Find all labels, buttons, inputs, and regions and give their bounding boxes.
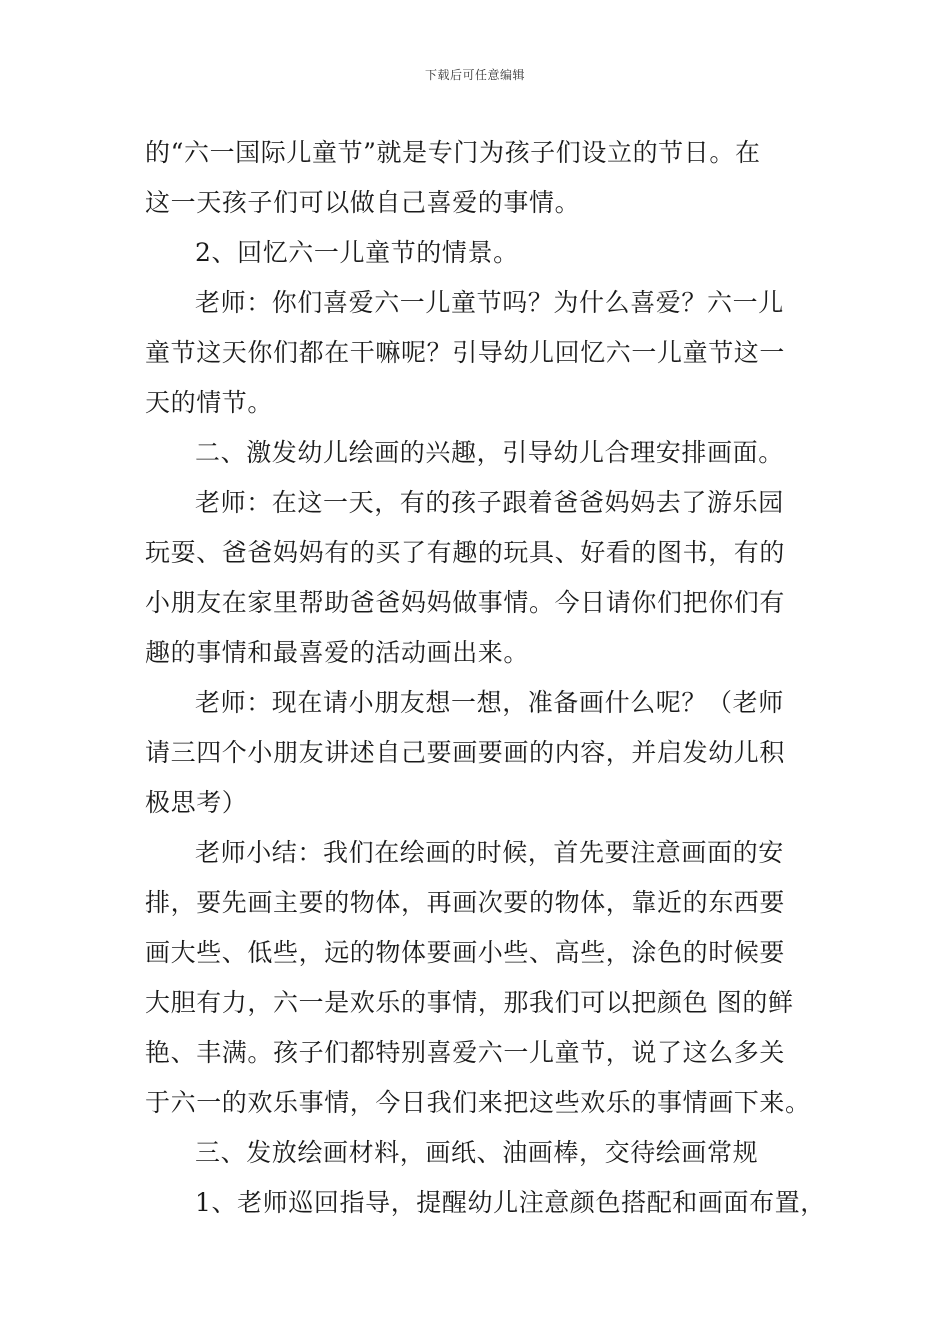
text-line: 这一天孩子们可以做自己喜爱的事情。	[145, 188, 581, 217]
text-line: 老师：你们喜爱六一儿童节吗？为什么喜爱？六一儿	[195, 288, 784, 317]
text-line: 老师小结：我们在绘画的时候，首先要注意画面的安	[195, 838, 784, 867]
section-heading: 三、发放绘画材料，画纸、油画棒，交待绘画常规	[195, 1138, 759, 1167]
text-line: 画大些、低些，远的物体要画小些、高些，涂色的时候要	[145, 938, 786, 967]
text-line: 2、回忆六一儿童节的情景。	[195, 238, 519, 267]
text-line: 童节这天你们都在干嘛呢？引导幼儿回忆六一儿童节这一	[145, 338, 786, 367]
text-line: 1、老师巡回指导，提醒幼儿注意颜色搭配和画面布置，	[195, 1188, 826, 1217]
text-line: 老师：在这一天，有的孩子跟着爸爸妈妈去了游乐园	[195, 488, 784, 517]
text-line: 玩耍、爸爸妈妈有的买了有趣的玩具、好看的图书，有的	[145, 538, 786, 567]
text-line: 极思考）	[145, 788, 248, 817]
text-line: 趣的事情和最喜爱的活动画出来。	[145, 638, 530, 667]
text-line: 小朋友在家里帮助爸爸妈妈做事情。今日请你们把你们有	[145, 588, 786, 617]
text-line: 艳、丰满。孩子们都特别喜爱六一儿童节，说了这么多关	[145, 1038, 786, 1067]
text-line: 的“六一国际儿童节”就是专门为孩子们设立的节日。在	[145, 138, 761, 167]
text-line: 排，要先画主要的物体，再画次要的物体，靠近的东西要	[145, 888, 786, 917]
text-line: 大胆有力，六一是欢乐的事情，那我们可以把颜色 图的鲜	[145, 988, 794, 1017]
text-line: 天的情节。	[145, 388, 274, 417]
page-header: 下载后可任意编辑	[424, 68, 525, 82]
document-body	[145, 128, 826, 1228]
text-line: 于六一的欢乐事情，今日我们来把这些欢乐的事情画下来。	[145, 1088, 811, 1117]
text-line: 老师：现在请小朋友想一想，准备画什么呢？（老师	[195, 688, 784, 717]
section-heading: 二、激发幼儿绘画的兴趣，引导幼儿合理安排画面。	[195, 438, 784, 467]
text-line: 请三四个小朋友讲述自己要画要画的内容，并启发幼儿积	[145, 738, 786, 767]
